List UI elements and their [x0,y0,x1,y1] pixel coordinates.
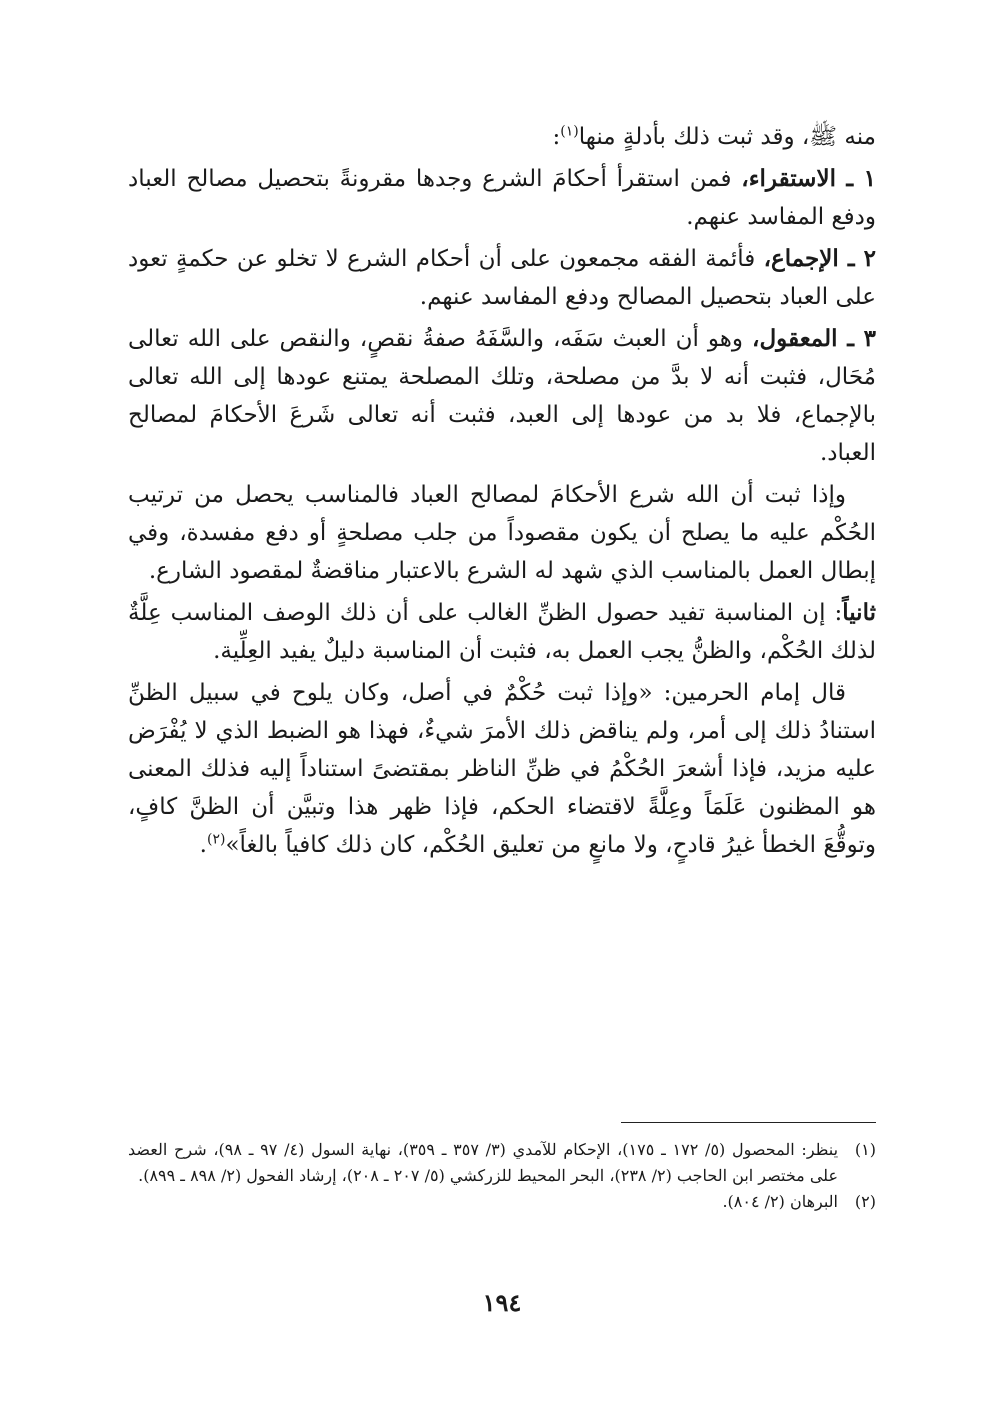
paragraph-secondly [128,594,876,670]
page-number: ١٩٤ [482,1288,522,1317]
footnote-divider [621,1122,876,1123]
footnote-ref-2[interactable]: (٢) [206,831,226,848]
item-consensus-text: فأئمة الفقه مجمعون على أن أحكام الشرع لا تخلو عن حكمةٍ تعود على العباد بتحصيل المصالح ودفع المفاسد عنهم. [128,246,876,310]
footnote-2-number: (٢) [854,1192,876,1211]
intro-paragraph [128,118,876,156]
page-body [128,118,876,868]
item-reason-text: وهو أن العبث سَفَه، والسَّفَهُ صفةُ نقصٍ، والنقص على الله تعالى مُحَال، فثبت أنه لا بدَّ من مصلحة، وتلك المصلحة يمتنع عودها إلى الله تعالى بالإجماع، فلا بد من عودها إلى العبد، فثبت أنه تعالى شَرعَ الأحكامَ لمصالح العباد. [128,326,876,466]
paragraph-4: وإذا ثبت أن الله شرع الأحكامَ لمصالح العباد فالمناسب يحصل من ترتيب الحُكْم عليه ما يصلح أن يكون مقصوداً من جلب مصلحةٍ أو دفع مفسدة، وفي إبطال العمل بالمناسب الذي شهد له الشرع بالاعتبار مناقضةٌ لمقصود الشارع. [128,482,876,584]
intro-text: منه ﷺ، وقد ثبت ذلك بأدلةٍ منها [578,124,876,150]
item-induction-text: فمن استقرأ أحكامَ الشرع وجدها مقرونةً بتحصيل مصالح العباد ودفع المفاسد عنهم. [128,166,876,230]
secondly-label: ثانياً [842,599,876,626]
footnote-1 [128,1137,876,1189]
item-reason-label: ٣ ـ المعقول، [752,325,876,352]
quote-text: قال إمام الحرمين: «وإذا ثبت حُكْمٌ في أصل، وكان يلوح في سبيل الظنِّ استنادُ ذلك إلى أمر، ولم يناقض ذلك الأمرَ شيءٌ، فهذا هو الضبط الذي لا يُفْرَض عليه مزيد، فإذا أشعرَ الحُكْمُ في ظنِّ الناظر بمقتضىً استناداً إليه فذلك المعنى هو المظنون عَلَمَاً وعِلَّةً لاقتضاء الحكم، فإذا ظهر هذا وتبيَّن أن الظنَّ كافٍ، وتوقُّعَ الخطأ غيرُ قادحٍ، ولا مانعٍ من تعليق الحُكْم، كان ذلك كافياً بالغاً» [128,680,876,858]
footnote-1-number: (١) [854,1140,876,1159]
paragraph-quote [128,674,876,864]
quote-end: . [199,832,207,858]
item-consensus [128,240,876,316]
footnote-2-text: البرهان (٢/ ٨٠٤). [722,1192,838,1211]
footnote-ref-1[interactable]: (١) [560,123,579,140]
item-induction [128,160,876,236]
footnotes [128,1122,876,1215]
footnote-1-text: ينظر: المحصول (٥/ ١٧٢ ـ ١٧٥)، الإحكام للآمدي (٣/ ٣٥٧ ـ ٣٥٩)، نهاية السول (٤/ ٩٧ ـ ٩٨)، شرح العضد على مختصر ابن الحاجب (٢/ ٢٣٨)، البحر المحيط للزركشي (٥/ ٢٠٧ ـ ٢٠٨)، إرشاد الفحول (٢/ ٨٩٨ ـ ٨٩٩). [128,1140,839,1185]
secondly-text: : إن المناسبة تفيد حصول الظنِّ الغالب على أن ذلك الوصف المناسب عِلَّةٌ لذلك الحُكْم، والظنُّ يجب العمل به، فثبت أن المناسبة دليلٌ يفيد العِلِّية. [128,600,876,664]
item-consensus-label: ٢ ـ الإجماع، [763,245,876,272]
item-induction-label: ١ ـ الاستقراء، [741,165,876,192]
intro-colon: : [552,124,561,150]
footnote-2 [128,1189,876,1215]
item-reason [128,320,876,472]
